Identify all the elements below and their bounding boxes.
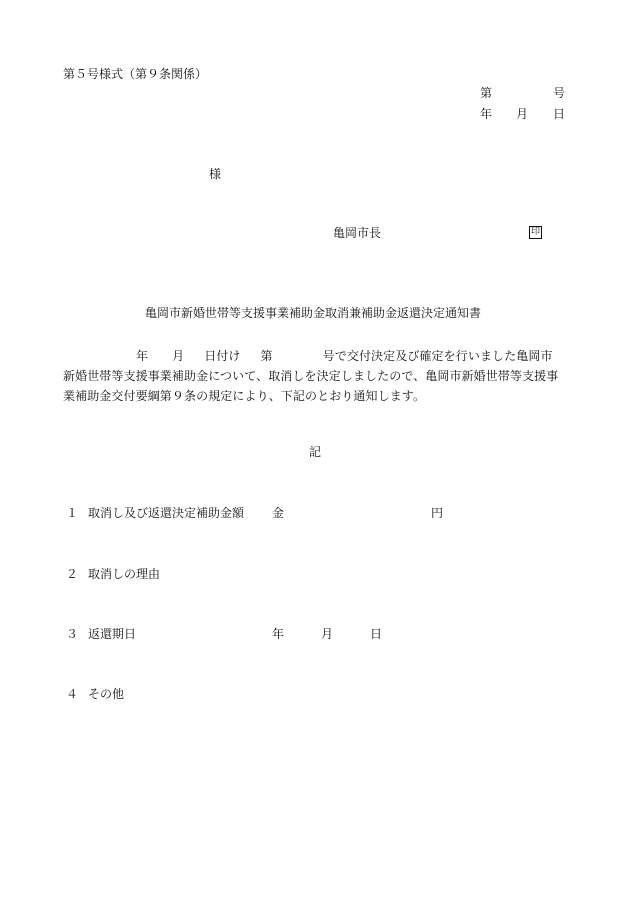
item-3-label: 返還期日 xyxy=(88,627,137,641)
item-4-label: その他 xyxy=(88,687,125,701)
doc-title: 亀岡市新婚世帯等支援事業補助金取消兼補助金返還決定通知書 xyxy=(145,306,482,320)
item-1-kin: 金 xyxy=(272,506,285,520)
body-no: 第 xyxy=(260,349,273,363)
body-dated: 日付け xyxy=(204,349,241,363)
seal-icon: 印 xyxy=(530,227,540,237)
body-line-1 xyxy=(63,346,573,366)
item-1-label: 取消し及び返還決定補助金額 xyxy=(88,506,245,520)
item-3-day: 日 xyxy=(370,627,383,641)
item-3-year: 年 xyxy=(272,627,285,641)
doc-date-year: 年 xyxy=(480,107,493,121)
form-label: 第５号様式（第９条関係） xyxy=(63,67,208,81)
doc-number-prefix: 第 xyxy=(480,86,493,100)
addressee-honorific: 様 xyxy=(209,167,222,181)
item-1-yen: 円 xyxy=(431,506,444,520)
body-month: 月 xyxy=(172,349,185,363)
body-paragraph xyxy=(63,346,573,406)
item-2-number: ２ xyxy=(66,567,79,581)
item-3-number: ３ xyxy=(66,627,79,641)
body-line-3: 業補助金交付要綱第９条の規定により、下記のとおり通知します。 xyxy=(63,389,426,403)
body-year: 年 xyxy=(136,349,149,363)
doc-date-month: 月 xyxy=(516,107,529,121)
item-1-number: １ xyxy=(66,506,79,520)
item-2-label: 取消しの理由 xyxy=(88,567,161,581)
item-3-month: 月 xyxy=(321,627,334,641)
doc-number-suffix: 号 xyxy=(553,86,566,100)
issuer-title: 亀岡市長 xyxy=(333,226,382,240)
body-line-2: 新婚世帯等支援事業補助金について、取消しを決定しましたので、亀岡市新婚世帯等支援事 xyxy=(63,369,559,383)
item-4-number: ４ xyxy=(66,687,79,701)
doc-date-day: 日 xyxy=(553,107,566,121)
ki-heading: 記 xyxy=(309,445,322,459)
body-line-1-rest: 号で交付決定及び確定を行いました亀岡市 xyxy=(322,349,553,363)
